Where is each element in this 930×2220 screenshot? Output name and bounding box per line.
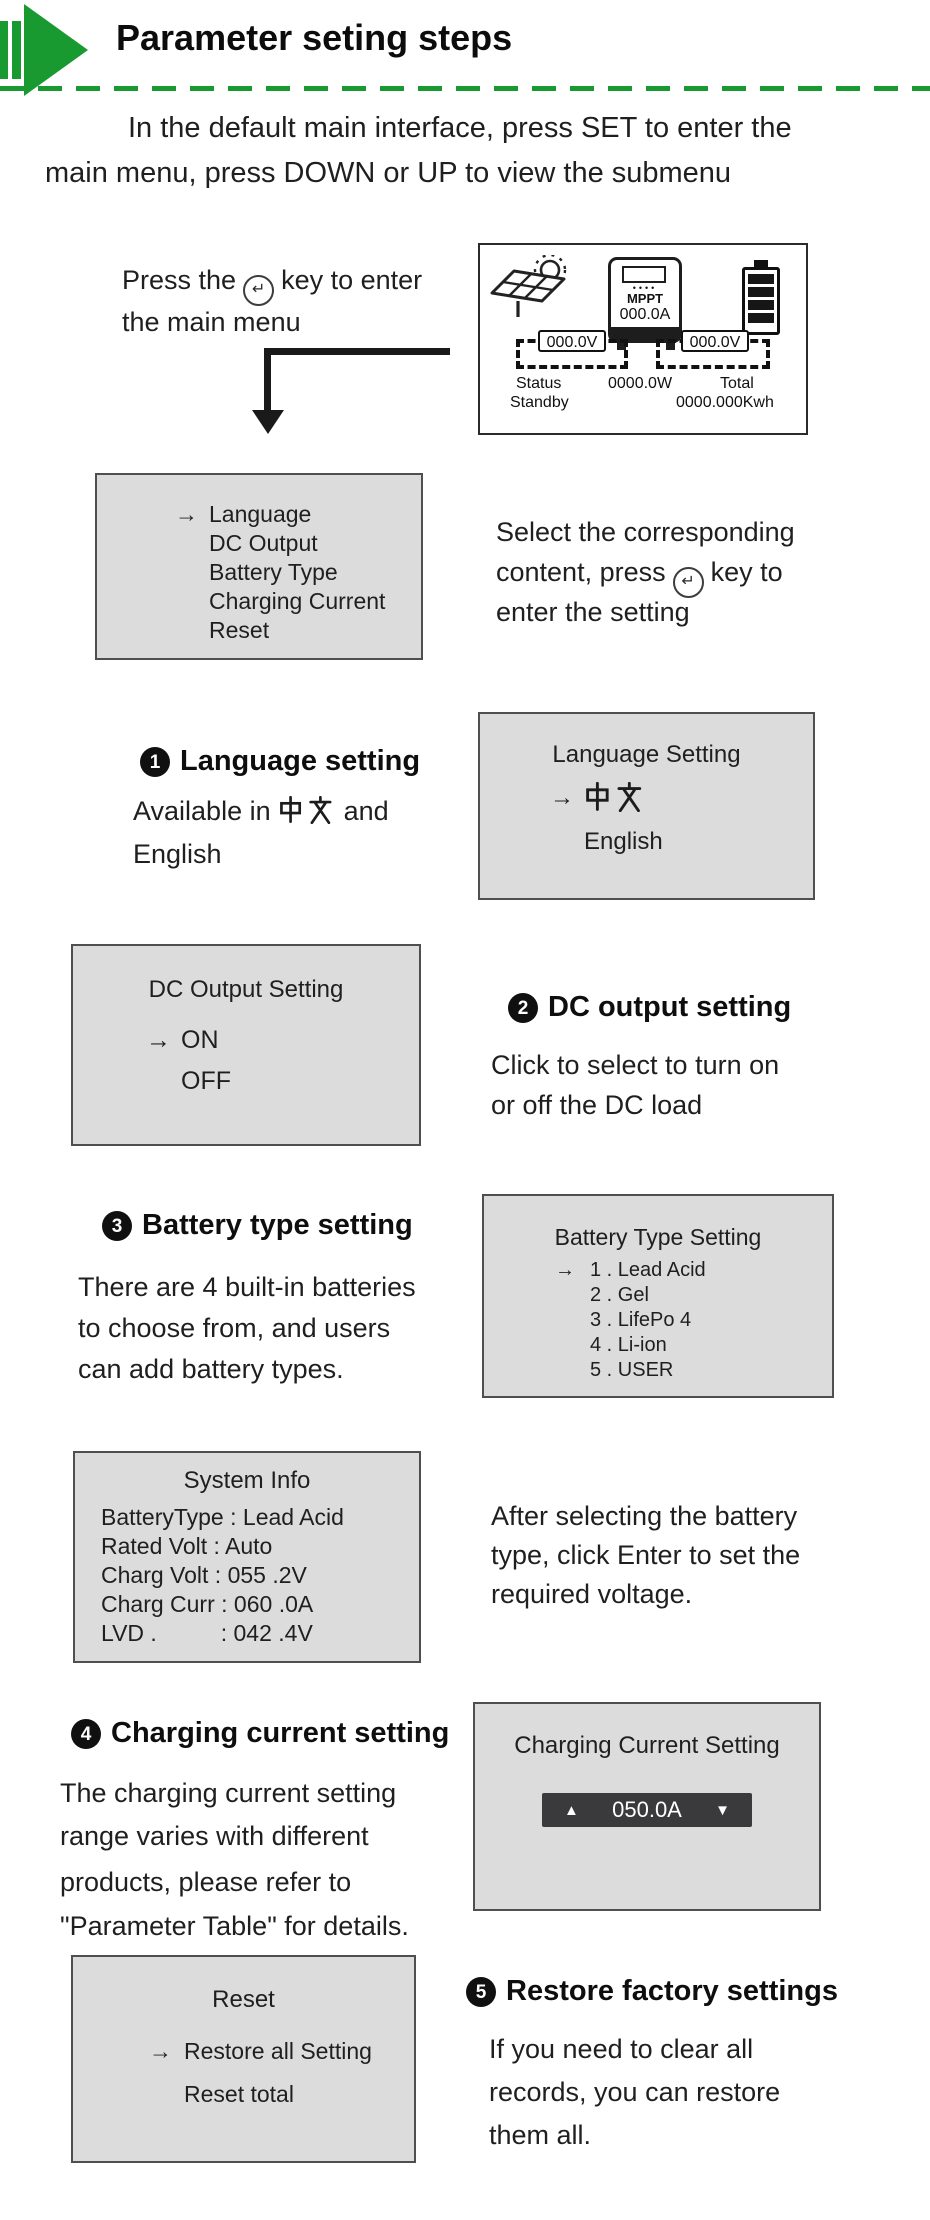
screen-title: Battery Type Setting (554, 1224, 762, 1250)
charging-current-setting-screen (473, 1702, 821, 1911)
menu-item-charging-current: Charging Current (209, 588, 386, 614)
select-hint-line-2 (496, 556, 783, 598)
reset-body-line-2: records, you can restore (489, 2077, 781, 2107)
lcd-main-screen (478, 243, 808, 435)
screen-title: DC Output Setting (148, 976, 344, 1003)
step-up-icon: ▲ (564, 1801, 579, 1819)
step-number-badge: 5 (466, 1977, 496, 2007)
systeminfo-body-line-2: type, click Enter to set the (491, 1540, 801, 1570)
selection-arrow: → (555, 1259, 575, 1281)
selection-arrow: → (146, 1026, 171, 1054)
solar-panel-icon (486, 255, 586, 341)
body-pre: Available in (133, 796, 271, 826)
header-arrow-bar (12, 21, 21, 79)
language-body-line-1 (133, 795, 389, 828)
mppt-label: MPPT (626, 291, 664, 306)
main-menu-screen (95, 473, 423, 660)
charging-body-line-4: "Parameter Table" for details. (60, 1911, 409, 1941)
body-post: and (343, 796, 389, 826)
section-heading-label: Language setting (180, 745, 421, 777)
mppt-current-value: 000.0A (619, 306, 671, 323)
header-divider (0, 86, 930, 91)
pv-voltage-value: 000.0V (538, 330, 606, 352)
section-heading-restore-factory (466, 1975, 838, 2008)
option-off: OFF (181, 1067, 231, 1095)
current-value: 050.0A (612, 1797, 682, 1822)
battery-segment (748, 300, 774, 310)
battery-option-li-ion: 4 . Li-ion (590, 1334, 667, 1356)
step-number-badge: 3 (102, 1211, 132, 1241)
battery-segment (748, 313, 774, 323)
current-value-stepper (542, 1793, 752, 1827)
step-number-badge: 1 (140, 747, 170, 777)
option-on: ON (181, 1026, 219, 1054)
caption-pre: Press the (122, 265, 237, 295)
select-hint-line-1: Select the corresponding (496, 517, 795, 547)
step-number-badge: 4 (71, 1719, 101, 1749)
charging-body-line-1: The charging current setting (60, 1778, 397, 1808)
power-value: 0000.0W (608, 375, 673, 392)
total-value: 0000.000Kwh (676, 394, 774, 411)
step-number-badge: 2 (508, 993, 538, 1023)
info-row-lvd: LVD . : 042 .4V (101, 1620, 313, 1646)
screen-title: Language Setting (552, 741, 741, 768)
enter-key-icon: ↵ (243, 275, 274, 306)
reset-option-reset-total: Reset total (184, 2081, 294, 2107)
caption-post: key to enter (281, 265, 423, 295)
selection-arrow: → (149, 2038, 172, 2064)
controller-display-icon (622, 266, 666, 283)
select-hint-line-3: enter the setting (496, 597, 690, 627)
charging-body-line-2: range varies with different (60, 1821, 369, 1851)
controller-buttons-icon: •••• (632, 283, 658, 293)
section-heading-language (140, 745, 420, 778)
menu-item-reset: Reset (209, 617, 270, 643)
language-setting-screen (478, 712, 815, 900)
reset-option-restore-all: Restore all Setting (184, 2038, 372, 2064)
reset-body-line-3: them all. (489, 2120, 592, 2150)
header-arrow-triangle (24, 4, 88, 96)
chinese-option-glyph (584, 782, 646, 812)
section-heading-label: DC output setting (548, 991, 792, 1023)
systeminfo-body-line-1: After selecting the battery (491, 1501, 798, 1531)
section-heading-battery-type (102, 1209, 413, 1242)
selection-arrow: → (550, 784, 574, 811)
press-key-caption-line-1 (122, 264, 422, 306)
status-label: Status (516, 375, 562, 392)
info-row-rated-volt: Rated Volt : Auto (101, 1533, 273, 1559)
intro-line-1: In the default main interface, press SET to enter the (128, 112, 792, 144)
battery-segment (748, 287, 774, 297)
system-info-screen (73, 1451, 421, 1663)
info-row-charg-curr: Charg Curr : 060 .0A (101, 1591, 314, 1617)
screen-title: Reset (212, 1986, 275, 2013)
english-option: English (584, 828, 663, 855)
total-label: Total (720, 375, 754, 392)
battery-body-line-2: to choose from, and users (78, 1313, 391, 1343)
section-heading-label: Battery type setting (142, 1209, 413, 1241)
charging-body-line-3: products, please refer to (60, 1867, 352, 1897)
battery-option-gel: 2 . Gel (590, 1284, 649, 1306)
menu-item-language: Language (209, 501, 312, 527)
battery-option-lifepo4: 3 . LifePo 4 (590, 1309, 692, 1331)
battery-body-line-1: There are 4 built-in batteries (78, 1272, 416, 1302)
battery-segment (748, 274, 774, 284)
info-row-battery-type: BatteryType : Lead Acid (101, 1504, 344, 1530)
status-value: Standby (510, 394, 569, 411)
page-title: Parameter seting steps (116, 17, 513, 58)
chinese-text-glyph (278, 796, 336, 824)
battery-voltage-value: 000.0V (681, 330, 749, 352)
menu-item-dc-output: DC Output (209, 530, 318, 556)
battery-icon (742, 267, 780, 335)
info-row-charg-volt: Charg Volt : 055 .2V (101, 1562, 307, 1588)
section-heading-charging-current (71, 1717, 449, 1750)
battery-type-setting-screen (482, 1194, 834, 1398)
mppt-controller-icon (608, 257, 682, 343)
hint-post: key to (710, 557, 783, 587)
dc-output-setting-screen (71, 944, 421, 1146)
section-heading-label: Restore factory settings (506, 1975, 838, 2007)
reset-screen (71, 1955, 416, 2163)
hint-pre: content, press (496, 557, 666, 587)
menu-item-battery-type: Battery Type (209, 559, 338, 585)
press-key-caption-line-2: the main menu (122, 307, 301, 337)
selection-arrow: → (175, 501, 198, 527)
screen-title: System Info (183, 1467, 311, 1494)
battery-option-user: 5 . USER (590, 1359, 674, 1381)
battery-option-lead-acid: 1 . Lead Acid (590, 1259, 706, 1281)
section-heading-dc-output (508, 991, 791, 1024)
reset-body-line-1: If you need to clear all (489, 2034, 754, 2064)
connector-vertical-line (264, 348, 271, 411)
section-heading-label: Charging current setting (111, 1717, 450, 1749)
connector-arrowhead-icon (252, 410, 284, 434)
header-arrow-bar (0, 21, 8, 79)
dc-body-line-1: Click to select to turn on (491, 1050, 780, 1080)
enter-key-icon: ↵ (673, 567, 704, 598)
dc-body-line-2: or off the DC load (491, 1090, 703, 1120)
systeminfo-body-line-3: required voltage. (491, 1579, 693, 1609)
language-body-line-2: English (133, 839, 222, 869)
intro-line-2: main menu, press DOWN or UP to view the submenu (45, 157, 732, 189)
step-down-icon: ▼ (715, 1801, 730, 1819)
screen-title: Charging Current Setting (514, 1732, 780, 1759)
connector-horizontal-line (266, 348, 450, 355)
battery-body-line-3: can add battery types. (78, 1354, 344, 1384)
